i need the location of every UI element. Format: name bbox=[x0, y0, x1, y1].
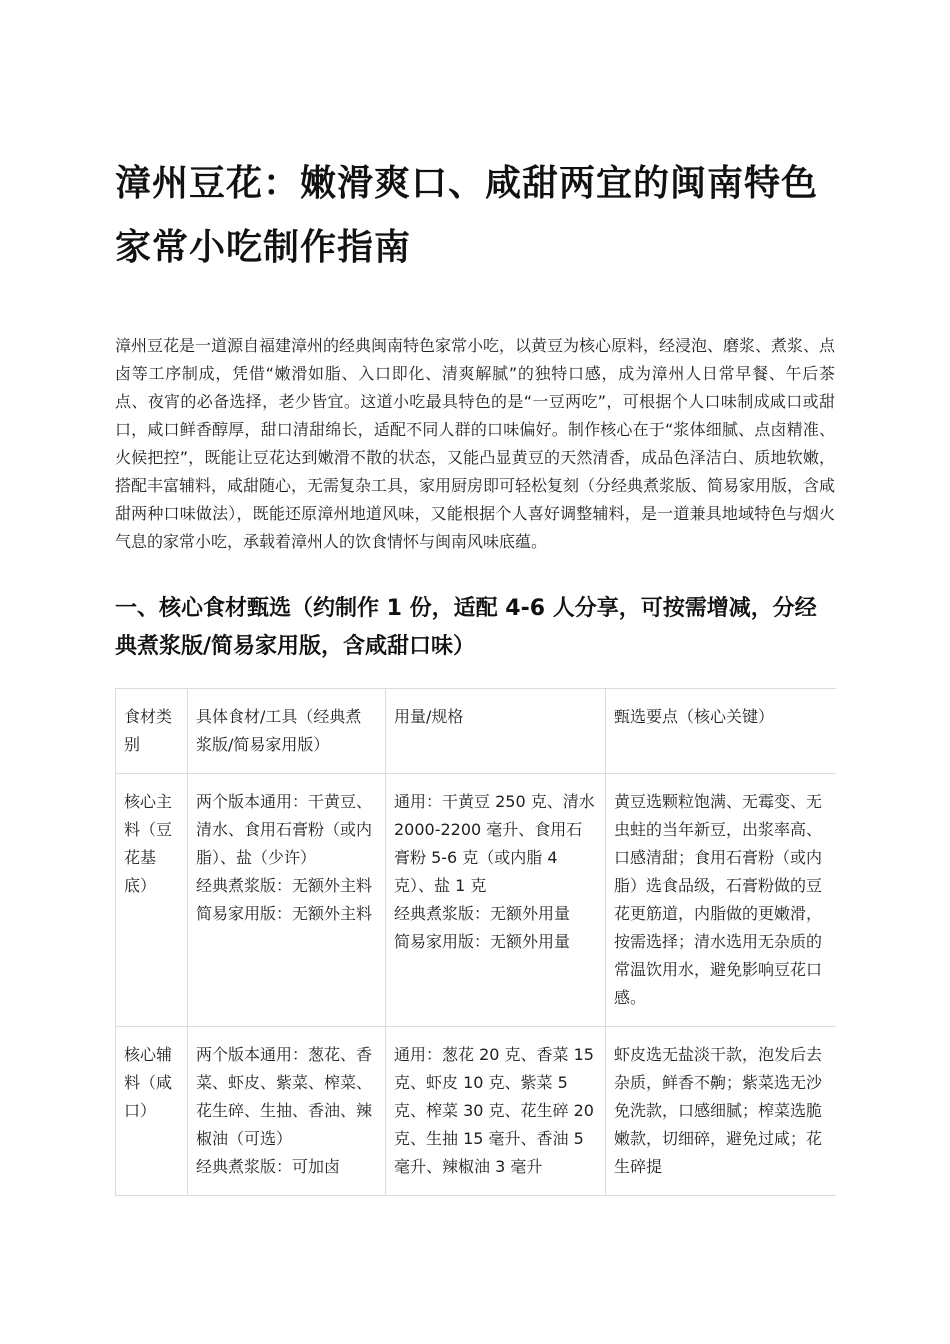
document-page bbox=[115, 152, 835, 666]
row-amount bbox=[386, 774, 606, 1027]
header-tips: 甄选要点（核心关键） bbox=[606, 689, 837, 774]
row-amount-line: 通用：干黄豆 250 克、清水 2000-2200 毫升、食用石膏粉 5-6 克（或内脂 4 克）、盐 1 克 bbox=[394, 792, 595, 895]
row-items-line: 简易家用版：无额外主料 bbox=[196, 904, 373, 923]
row-items-line: 经典煮浆版：无额外主料 bbox=[196, 876, 373, 895]
table-row bbox=[116, 774, 837, 1027]
row-items bbox=[188, 774, 386, 1027]
ingredients-table-wrapper bbox=[115, 688, 836, 1202]
row-tips: 虾皮选无盐淡干款，泡发后去杂质，鲜香不齁；紫菜选无沙免洗款，口感细腻；榨菜选脆嫩款，切细碎，避免过咸；花生碎提 bbox=[606, 1027, 837, 1196]
page-title: 漳州豆花：嫩滑爽口、咸甜两宜的闽南特色家常小吃制作指南 bbox=[115, 163, 819, 268]
row-category: 核心主料（豆花基底） bbox=[116, 774, 188, 1027]
row-category: 核心辅料（咸口） bbox=[116, 1027, 188, 1196]
row-items-line: 两个版本通用：葱花、香菜、虾皮、紫菜、榨菜、花生碎、生抽、香油、辣椒油（可选） bbox=[196, 1045, 373, 1148]
ingredients-table bbox=[115, 688, 836, 1196]
header-items: 具体食材/工具（经典煮浆版/简易家用版） bbox=[188, 689, 386, 774]
section-heading-ingredients: 一、核心食材甄选（约制作 1 份，适配 4-6 人分享，可按需增减，分经典煮浆版/简易家用版，含咸甜口味） bbox=[115, 596, 817, 659]
row-amount bbox=[386, 1027, 606, 1196]
table-header-row bbox=[116, 689, 837, 774]
row-amount-line: 经典煮浆版：无额外用量 bbox=[394, 904, 571, 923]
row-items-line: 两个版本通用：干黄豆、清水、食用石膏粉（或内脂）、盐（少许） bbox=[196, 792, 373, 867]
row-items bbox=[188, 1027, 386, 1196]
header-amount: 用量/规格 bbox=[386, 689, 606, 774]
table-row bbox=[116, 1027, 837, 1196]
row-amount-line: 通用：葱花 20 克、香菜 15 克、虾皮 10 克、紫菜 5 克、榨菜 30 克、花生碎 20 克、生抽 15 毫升、香油 5 毫升、辣椒油 3 毫升 bbox=[394, 1045, 594, 1176]
intro-paragraph: 漳州豆花是一道源自福建漳州的经典闽南特色家常小吃，以黄豆为核心原料，经浸泡、磨浆、煮浆、点卤等工序制成，凭借“嫩滑如脂、入口即化、清爽解腻”的独特口感，成为漳州人日常早餐、午后茶点、夜宵的必备选择，老少皆宜。这道小吃最具特色的是“一豆两吃”，可根据个人口味制成咸口或甜口，咸口鲜香醇厚，甜口清甜绵长，适配不同人群的口味偏好。制作核心在于“浆体细腻、点卤精准、火候把控”，既能让豆花达到嫩滑不散的状态，又能凸显黄豆的天然清香，成品色泽洁白、质地软嫩，搭配丰富辅料，咸甜随心，无需复杂工具，家用厨房即可轻松复刻（分经典煮浆版、简易家用版，含咸甜两种口味做法），既能还原漳州地道风味，又能根据个人喜好调整辅料，是一道兼具地域特色与烟火气息的家常小吃，承载着漳州人的饮食情怀与闽南风味底蕴。 bbox=[115, 336, 836, 551]
row-tips: 黄豆选颗粒饱满、无霉变、无虫蛀的当年新豆，出浆率高、口感清甜；食用石膏粉（或内脂）选食品级，石膏粉做的豆花更筋道，内脂做的更嫩滑，按需选择；清水选用无杂质的常温饮用水，避免影响豆花口感。 bbox=[606, 774, 837, 1027]
header-category: 食材类别 bbox=[116, 689, 188, 774]
row-items-line: 经典煮浆版：可加卤 bbox=[196, 1157, 341, 1176]
row-amount-line: 简易家用版：无额外用量 bbox=[394, 932, 571, 951]
